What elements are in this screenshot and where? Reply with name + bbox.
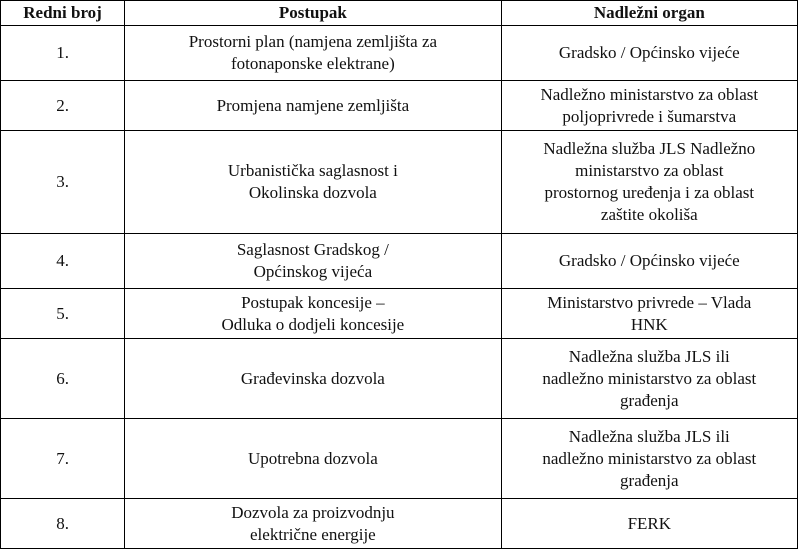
row-number: 7. xyxy=(1,419,125,499)
row-procedure: Upotrebna dozvola xyxy=(125,419,501,499)
header-number: Redni broj xyxy=(1,1,125,26)
row-authority: Nadležna služba JLS ili nadležno ministarstvo za oblast građenja xyxy=(501,419,797,499)
header-row xyxy=(1,1,798,26)
row-number: 5. xyxy=(1,289,125,339)
header-procedure: Postupak xyxy=(125,1,501,26)
table-row xyxy=(1,339,798,419)
row-authority: FERK xyxy=(501,499,797,549)
row-procedure: Prostorni plan (namjena zemljišta za fotonaponske elektrane) xyxy=(125,26,501,81)
table-row xyxy=(1,131,798,234)
row-number: 6. xyxy=(1,339,125,419)
row-number: 4. xyxy=(1,234,125,289)
row-procedure: Saglasnost Gradskog / Općinskog vijeća xyxy=(125,234,501,289)
table-row xyxy=(1,419,798,499)
row-procedure: Dozvola za proizvodnju električne energije xyxy=(125,499,501,549)
row-procedure: Građevinska dozvola xyxy=(125,339,501,419)
table-row xyxy=(1,81,798,131)
table-row xyxy=(1,499,798,549)
row-authority: Nadležno ministarstvo za oblast poljoprivrede i šumarstva xyxy=(501,81,797,131)
header-authority: Nadležni organ xyxy=(501,1,797,26)
row-procedure: Postupak koncesije – Odluka o dodjeli koncesije xyxy=(125,289,501,339)
row-procedure: Urbanistička saglasnost i Okolinska dozvola xyxy=(125,131,501,234)
row-authority: Gradsko / Općinsko vijeće xyxy=(501,234,797,289)
row-number: 3. xyxy=(1,131,125,234)
table-row xyxy=(1,234,798,289)
row-procedure: Promjena namjene zemljišta xyxy=(125,81,501,131)
row-number: 8. xyxy=(1,499,125,549)
table-row xyxy=(1,26,798,81)
row-authority: Gradsko / Općinsko vijeće xyxy=(501,26,797,81)
row-number: 2. xyxy=(1,81,125,131)
row-authority: Nadležna služba JLS Nadležno ministarstvo za oblast prostornog uređenja i za oblast zaštite okoliša xyxy=(501,131,797,234)
table-row xyxy=(1,289,798,339)
row-number: 1. xyxy=(1,26,125,81)
row-authority: Ministarstvo privrede – Vlada HNK xyxy=(501,289,797,339)
row-authority: Nadležna služba JLS ili nadležno ministarstvo za oblast građenja xyxy=(501,339,797,419)
